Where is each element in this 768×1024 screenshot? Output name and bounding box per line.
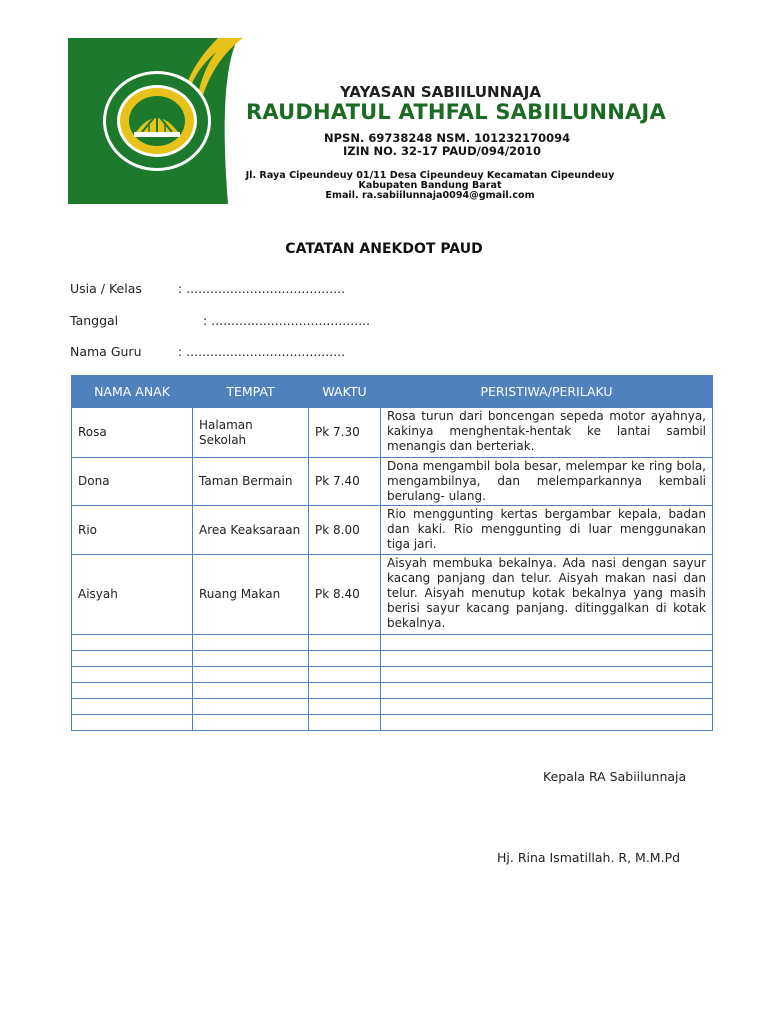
cell-tempat: Taman Bermain xyxy=(193,458,309,506)
izin-line: IZIN NO. 32-17 PAUD/094/2010 xyxy=(343,144,542,158)
table-row xyxy=(72,458,713,506)
signature-role: Kepala RA Sabiilunnaja xyxy=(543,769,687,784)
cell-nama: Rio xyxy=(72,506,193,555)
cell-peristiwa: Dona mengambil bola besar, melempar ke ring bola, mengambilnya, dan melemparkannya kembali berulang- ulang. xyxy=(381,458,713,506)
npsn-line: NPSN. 69738248 NSM. 101232170094 xyxy=(324,131,571,145)
cell-peristiwa: Aisyah membuka bekalnya. Ada nasi dengan sayur kacang panjang dan telur. Aisyah makan nasi dan telur. Aisyah menutup kotak bekalnya yang masih berisi sayur kacang panjang. ditinggalkan di kotak bekalnya. xyxy=(381,555,713,635)
column-header-peristiwa: PERISTIWA/PERILAKU xyxy=(381,376,713,408)
field-usia-kelas-label: Usia / Kelas xyxy=(70,281,142,296)
table-row-empty xyxy=(72,715,713,731)
seal-text xyxy=(68,38,186,148)
table-row-empty xyxy=(72,699,713,715)
table-row-empty xyxy=(72,683,713,699)
cell-tempat: Area Keaksaraan xyxy=(193,506,309,555)
cell-waktu: Pk 8.40 xyxy=(309,555,381,635)
cell-waktu: Pk 7.40 xyxy=(309,458,381,506)
cell-peristiwa: Rio menggunting kertas bergambar kepala, badan dan kaki. Rio menggunting di luar menggunakan tiga jari. xyxy=(381,506,713,555)
signature-name: Hj. Rina Ismatillah. R, M.M.Pd xyxy=(497,850,681,865)
anecdote-table xyxy=(71,375,713,731)
table-row-empty xyxy=(72,635,713,651)
field-tanggal-value: : ........................................ xyxy=(203,313,371,328)
table-row-empty xyxy=(72,651,713,667)
cell-nama: Aisyah xyxy=(72,555,193,635)
cell-peristiwa: Rosa turun dari boncengan sepeda motor ayahnya, kakinya menghentak-hentak ke lantai sambil menangis dan berteriak. xyxy=(381,408,713,458)
cell-tempat: Halaman Sekolah xyxy=(193,408,309,458)
table-row xyxy=(72,555,713,635)
cell-nama: Dona xyxy=(72,458,193,506)
foundation-name: YAYASAN SABIILUNNAJA xyxy=(340,83,541,101)
school-name: RAUDHATUL ATHFAL SABIILUNNAJA xyxy=(246,100,666,124)
cell-nama: Rosa xyxy=(72,408,193,458)
table-row xyxy=(72,408,713,458)
field-tanggal-label: Tanggal xyxy=(70,313,119,328)
table-header-row xyxy=(72,376,713,408)
document-title: CATATAN ANEKDOT PAUD xyxy=(285,241,483,257)
column-header-nama-anak: NAMA ANAK xyxy=(72,376,193,408)
email-line: Email. ra.sabiilunnaja0094@gmail.com xyxy=(325,190,535,201)
address-line-2: Kabupaten Bandung Barat xyxy=(358,180,502,191)
table-row-empty xyxy=(72,667,713,683)
column-header-tempat: TEMPAT xyxy=(193,376,309,408)
cell-tempat: Ruang Makan xyxy=(193,555,309,635)
cell-waktu: Pk 7.30 xyxy=(309,408,381,458)
field-nama-guru-value: : ........................................ xyxy=(178,344,346,359)
table-row xyxy=(72,506,713,555)
letterhead-banner xyxy=(68,38,690,204)
column-header-waktu: WAKTU xyxy=(309,376,381,408)
field-nama-guru-label: Nama Guru xyxy=(70,344,142,359)
cell-waktu: Pk 8.00 xyxy=(309,506,381,555)
field-usia-kelas-value: : ........................................ xyxy=(178,281,346,296)
address-line-1: Jl. Raya Cipeundeuy 01/11 Desa Cipeundeuy Kecamatan Cipeundeuy xyxy=(245,170,615,181)
